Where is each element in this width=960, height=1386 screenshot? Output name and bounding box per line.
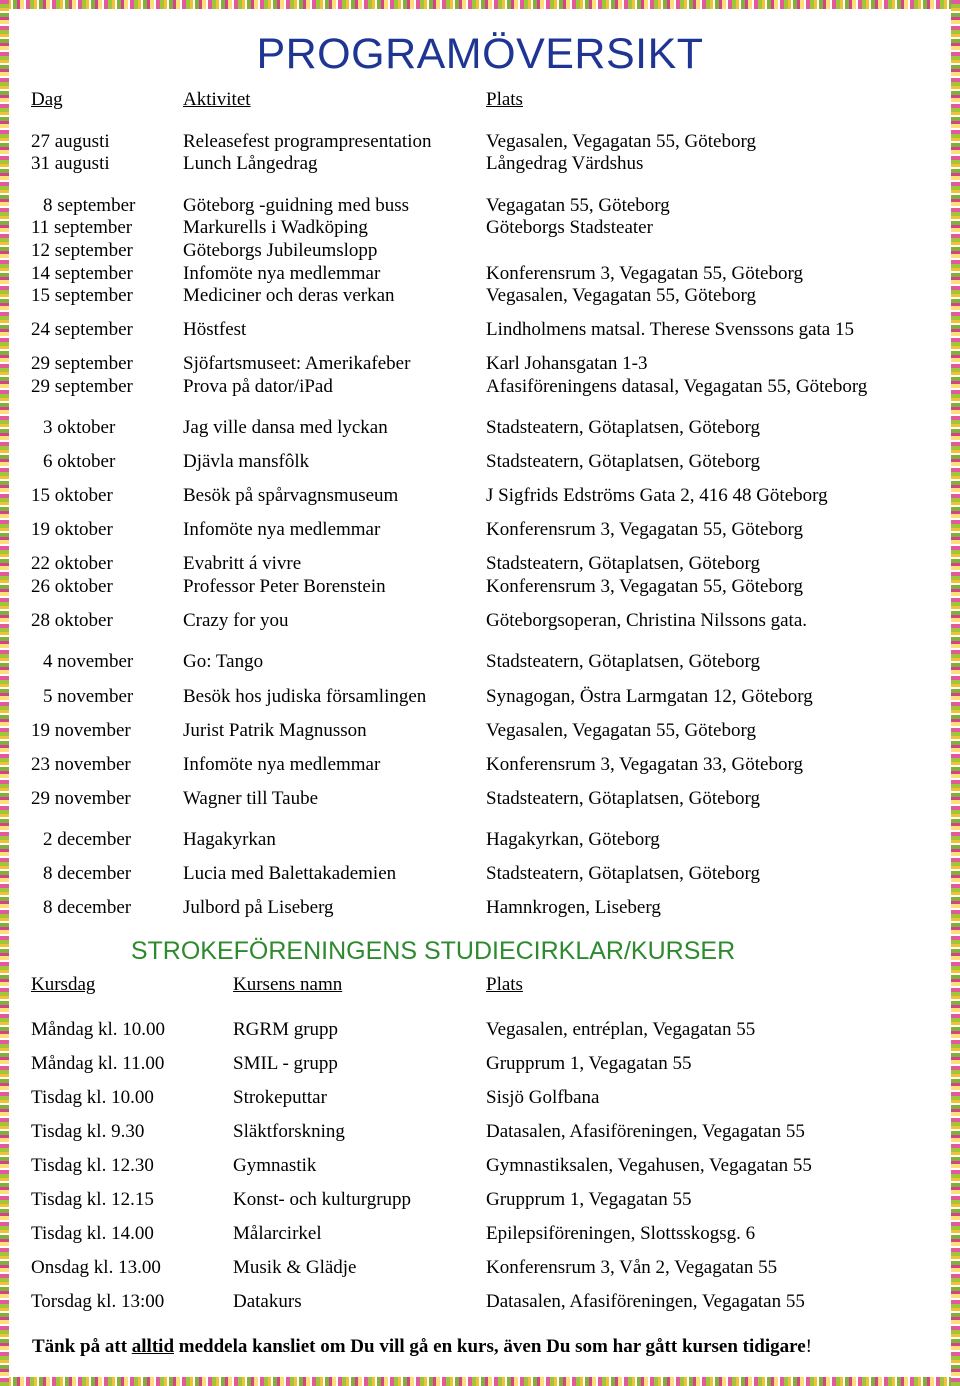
header-course-place: Plats: [486, 974, 523, 995]
course-day: Tisdag kl. 14.00: [31, 1223, 154, 1244]
program-place: J Sigfrids Edströms Gata 2, 416 48 Göteborg: [486, 485, 828, 506]
program-place: Vegasalen, Vegagatan 55, Göteborg: [486, 720, 756, 741]
program-place: Konferensrum 3, Vegagatan 55, Göteborg: [486, 519, 803, 540]
program-row: [0, 375, 960, 399]
program-activity: Evabritt á vivre: [183, 553, 302, 574]
program-activity: Jag ville dansa med lyckan: [183, 417, 388, 438]
program-row: [0, 450, 960, 474]
program-row: [0, 216, 960, 240]
program-day: 22 oktober: [31, 553, 113, 574]
program-activity: Infomöte nya medlemmar: [183, 519, 381, 540]
course-place: Gymnastiksalen, Vegahusen, Vegagatan 55: [486, 1155, 812, 1176]
header-activity: Aktivitet: [183, 89, 251, 110]
course-day: Tisdag kl. 12.30: [31, 1155, 154, 1176]
program-activity: Professor Peter Borenstein: [183, 576, 386, 597]
course-place: Epilepsiföreningen, Slottsskogsg. 6: [486, 1223, 756, 1244]
program-row: [0, 262, 960, 286]
program-row: [0, 828, 960, 852]
footer-note: [32, 1335, 812, 1359]
course-day: Måndag kl. 10.00: [31, 1019, 166, 1040]
program-row: [0, 152, 960, 176]
program-activity: Besök hos judiska församlingen: [183, 686, 427, 707]
courses-title: STROKEFÖRENINGENS STUDIECIRKLAR/KURSER: [130, 937, 736, 965]
program-activity: Lucia med Balettakademien: [183, 863, 397, 884]
program-place: Vegagatan 55, Göteborg: [486, 195, 670, 216]
program-place: Stadsteatern, Götaplatsen, Göteborg: [486, 417, 761, 438]
program-activity: Crazy for you: [183, 610, 289, 631]
program-place: Stadsteatern, Götaplatsen, Göteborg: [486, 863, 761, 884]
program-activity: Jurist Patrik Magnusson: [183, 720, 367, 741]
page-title: PROGRAMÖVERSIKT: [256, 30, 704, 78]
program-activity: Höstfest: [183, 319, 247, 340]
program-row: [0, 352, 960, 376]
course-row: [0, 1154, 960, 1178]
program-day: 12 september: [31, 240, 133, 261]
program-row: [0, 650, 960, 674]
program-row: [0, 416, 960, 440]
header-course-day: Kursdag: [31, 974, 96, 995]
program-row: [0, 896, 960, 920]
footer-text-underlined: alltid: [131, 1336, 175, 1357]
program-row: [0, 753, 960, 777]
program-row: [0, 787, 960, 811]
program-day: 23 november: [31, 754, 131, 775]
program-place: Hagakyrkan, Göteborg: [486, 829, 660, 850]
course-place: Vegasalen, entréplan, Vegagatan 55: [486, 1019, 756, 1040]
program-day: 5 november: [43, 686, 134, 707]
program-row: [0, 194, 960, 218]
course-name: Musik & Glädje: [233, 1257, 357, 1278]
course-place: Datasalen, Afasiföreningen, Vegagatan 55: [486, 1121, 805, 1142]
program-activity: Infomöte nya medlemmar: [183, 263, 381, 284]
program-row: [0, 552, 960, 576]
course-day: Tisdag kl. 10.00: [31, 1087, 154, 1108]
program-day: 4 november: [43, 651, 134, 672]
course-day: Onsdag kl. 13.00: [31, 1257, 161, 1278]
program-place: Stadsteatern, Götaplatsen, Göteborg: [486, 788, 761, 809]
program-place: Göteborgsoperan, Christina Nilssons gata.: [486, 610, 808, 631]
footer-text-after: meddela kansliet om Du vill gå en kurs, även Du som har gått kursen tidigare: [174, 1336, 806, 1357]
program-activity: Prova på dator/iPad: [183, 376, 333, 397]
course-row: [0, 1256, 960, 1280]
course-name: Datakurs: [233, 1291, 302, 1312]
program-day: 8 september: [43, 195, 136, 216]
course-place: Grupprum 1, Vegagatan 55: [486, 1189, 692, 1210]
program-day: 31 augusti: [31, 153, 110, 174]
program-day: 29 september: [31, 376, 133, 397]
program-activity: Göteborgs Jubileumslopp: [183, 240, 378, 261]
program-row: [0, 685, 960, 709]
course-place: Sisjö Golfbana: [486, 1087, 600, 1108]
program-day: 11 september: [31, 217, 133, 238]
course-place: Datasalen, Afasiföreningen, Vegagatan 55: [486, 1291, 805, 1312]
program-day: 19 oktober: [31, 519, 113, 540]
course-name: Gymnastik: [233, 1155, 317, 1176]
footer-text-before: Tänk på att: [32, 1336, 132, 1357]
program-row: [0, 719, 960, 743]
header-place: Plats: [486, 89, 523, 110]
program-activity: Djävla mansfôlk: [183, 451, 310, 472]
header-day: Dag: [31, 89, 63, 110]
course-row: [0, 1052, 960, 1076]
program-row: [0, 609, 960, 633]
program-place: Karl Johansgatan 1-3: [486, 353, 648, 374]
course-row: [0, 1086, 960, 1110]
program-activity: Julbord på Liseberg: [183, 897, 334, 918]
program-day: 15 september: [31, 285, 133, 306]
program-day: 8 december: [43, 863, 132, 884]
course-name: RGRM grupp: [233, 1019, 339, 1040]
program-row: [0, 284, 960, 308]
program-row: [0, 484, 960, 508]
program-place: Stadsteatern, Götaplatsen, Göteborg: [486, 451, 761, 472]
program-activity: Markurells i Wadköping: [183, 217, 368, 238]
course-row: [0, 1120, 960, 1144]
course-name: Konst- och kulturgrupp: [233, 1189, 412, 1210]
program-day: 24 september: [31, 319, 133, 340]
program-row: [0, 862, 960, 886]
program-day: 26 oktober: [31, 576, 113, 597]
program-day: 3 oktober: [43, 417, 116, 438]
program-activity: Sjöfartsmuseet: Amerikafeber: [183, 353, 411, 374]
program-place: Lindholmens matsal. Therese Svenssons gata 15: [486, 319, 854, 340]
footer-text-end: !: [805, 1336, 812, 1357]
program-day: 28 oktober: [31, 610, 113, 631]
program-place: Synagogan, Östra Larmgatan 12, Göteborg: [486, 686, 813, 707]
program-header-row: [0, 88, 960, 112]
course-day: Torsdag kl. 13:00: [31, 1291, 165, 1312]
program-row: [0, 518, 960, 542]
program-day: 8 december: [43, 897, 132, 918]
program-day: 6 oktober: [43, 451, 116, 472]
program-day: 27 augusti: [31, 131, 110, 152]
program-day: 15 oktober: [31, 485, 113, 506]
program-activity: Go: Tango: [183, 651, 264, 672]
course-name: Målarcirkel: [233, 1223, 322, 1244]
program-activity: Infomöte nya medlemmar: [183, 754, 381, 775]
program-row: [0, 318, 960, 342]
program-activity: Göteborg -guidning med buss: [183, 195, 410, 216]
course-row: [0, 1018, 960, 1042]
program-day: 29 november: [31, 788, 131, 809]
program-place: Stadsteatern, Götaplatsen, Göteborg: [486, 553, 761, 574]
program-day: 14 september: [31, 263, 133, 284]
program-row: [0, 130, 960, 154]
header-course-name: Kursens namn: [233, 974, 343, 995]
program-place: Långedrag Värdshus: [486, 153, 644, 174]
program-place: Göteborgs Stadsteater: [486, 217, 653, 238]
course-place: Konferensrum 3, Vån 2, Vegagatan 55: [486, 1257, 778, 1278]
program-place: Vegasalen, Vegagatan 55, Göteborg: [486, 131, 756, 152]
program-day: 29 september: [31, 353, 133, 374]
program-day: 19 november: [31, 720, 131, 741]
program-place: Vegasalen, Vegagatan 55, Göteborg: [486, 285, 756, 306]
program-row: [0, 575, 960, 599]
course-header-row: [0, 973, 960, 997]
course-day: Tisdag kl. 9.30: [31, 1121, 145, 1142]
program-place: Stadsteatern, Götaplatsen, Göteborg: [486, 651, 761, 672]
program-row: [0, 239, 960, 263]
course-row: [0, 1290, 960, 1314]
program-day: 2 december: [43, 829, 132, 850]
course-name: Släktforskning: [233, 1121, 345, 1142]
program-place: Afasiföreningens datasal, Vegagatan 55, Göteborg: [486, 376, 868, 397]
program-activity: Wagner till Taube: [183, 788, 319, 809]
course-day: Måndag kl. 11.00: [31, 1053, 165, 1074]
program-place: Hamnkrogen, Liseberg: [486, 897, 661, 918]
program-activity: Mediciner och deras verkan: [183, 285, 395, 306]
course-name: Strokeputtar: [233, 1087, 327, 1108]
course-row: [0, 1188, 960, 1212]
program-activity: Besök på spårvagnsmuseum: [183, 485, 399, 506]
course-row: [0, 1222, 960, 1246]
program-activity: Releasefest programpresentation: [183, 131, 432, 152]
course-name: SMIL - grupp: [233, 1053, 338, 1074]
program-activity: Lunch Långedrag: [183, 153, 318, 174]
program-activity: Hagakyrkan: [183, 829, 276, 850]
course-day: Tisdag kl. 12.15: [31, 1189, 154, 1210]
course-place: Grupprum 1, Vegagatan 55: [486, 1053, 692, 1074]
program-place: Konferensrum 3, Vegagatan 55, Göteborg: [486, 263, 803, 284]
program-place: Konferensrum 3, Vegagatan 33, Göteborg: [486, 754, 803, 775]
program-place: Konferensrum 3, Vegagatan 55, Göteborg: [486, 576, 803, 597]
